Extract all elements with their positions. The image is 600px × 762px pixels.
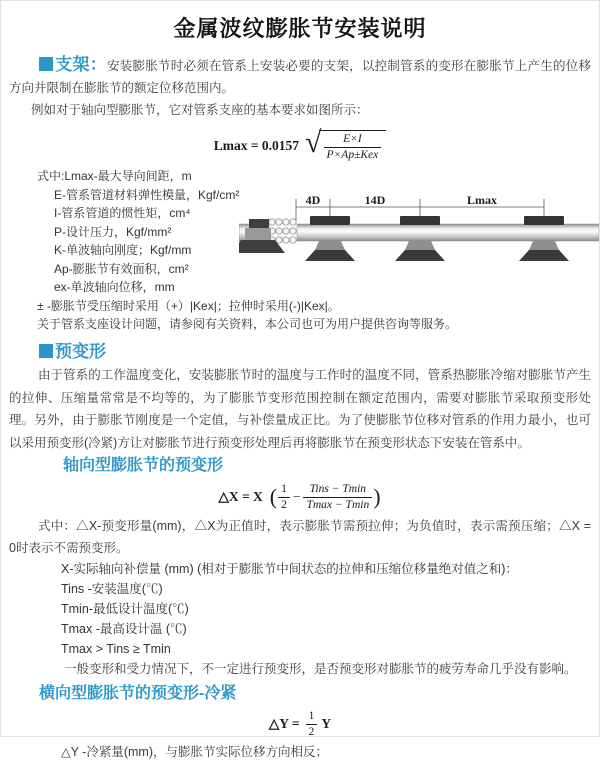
axial-note: 一般变形和受力情况下，不一定进行预变形，是否预变形对膨胀节的疲劳寿命几乎没有影响。	[64, 662, 577, 676]
pipe-support-diagram	[239, 193, 599, 278]
sqrt-icon: √	[305, 125, 322, 159]
lmax-formula	[1, 127, 599, 165]
definition-item: Ap-膨胀节有效面积，cm²	[54, 261, 189, 276]
axial-item: X-实际轴向补偿量 (mm) (相对于膨胀节中间状态的拉伸和压缩位移量绝对值之和)：	[61, 562, 518, 576]
axial-subheading: 轴向型膨胀节的预变形	[63, 457, 224, 474]
axial-formula	[1, 480, 599, 514]
lmax-formula-lhs: Lmax = 0.0157	[213, 138, 300, 153]
lateral-formula-rhs: Y	[321, 716, 332, 731]
dim-label-lmax: Lmax	[467, 193, 497, 207]
lateral-subheading: 横向型膨胀节的预变形-冷紧	[39, 685, 237, 702]
temp-denominator: Tmax − Tmin	[306, 498, 370, 511]
lateral-half-denominator: 2	[308, 725, 315, 738]
pipe-main	[297, 224, 599, 241]
axial-item: Tmax -最高设计温 (℃)	[61, 622, 187, 636]
half-denominator: 2	[281, 498, 287, 511]
definition-item: I-管系管道的惯性矩，cm⁴	[54, 206, 191, 220]
support-section-heading	[39, 55, 107, 74]
page-title: 金属波纹膨胀节安装说明	[173, 16, 427, 41]
half-numerator: 1	[278, 482, 290, 498]
section-marker-icon	[39, 57, 53, 71]
temp-numerator: Tins − Tmin	[303, 482, 372, 498]
definition-lead: 式中:Lmax-最大导向间距，m	[37, 169, 192, 183]
minus-operator: −	[292, 489, 301, 504]
support-example-paragraph: 例如对于轴向型膨胀节，它对管系支座的基本要求如图所示：	[31, 103, 369, 117]
definition-item: ex-单波轴向位移，mm	[54, 280, 175, 294]
support-intro-text: 安装膨胀节时必须在管系上安装必要的支架，以控制管系的变形在膨胀节上产生的位移方向并限制在膨胀节的额定位移范围内。	[9, 59, 591, 95]
consult-note: 关于管系支座设计问题，请参阅有关资料，本公司也可为用户提供咨询等服务。	[37, 317, 458, 331]
section-marker-icon	[39, 344, 53, 358]
support-intro-paragraph	[9, 54, 591, 99]
axial-where-paragraph: 式中：△X-预变形量(mm)，△X为正值时，表示膨胀节需预拉伸；为负值时，表示需预压缩；△X = 0时表示不需预变形。	[9, 519, 591, 555]
axial-formula-lhs: △X = X	[218, 489, 263, 504]
bellows-icon	[269, 219, 296, 243]
axial-item: Tmin-最低设计温度(℃)	[61, 602, 189, 616]
lateral-formula	[1, 709, 599, 739]
axial-item: Tmax > Tins ≥ Tmin	[61, 642, 171, 656]
lateral-half-numerator: 1	[306, 709, 318, 725]
radical-expression	[305, 125, 386, 163]
close-paren: )	[373, 484, 381, 509]
lmax-formula-denominator: P×Ap±Kex	[326, 148, 379, 161]
definition-item: P-设计压力，Kgf/mm²	[54, 224, 172, 239]
lateral-note: △Y -冷紧量(mm)，与膨胀节实际位移方向相反；	[61, 745, 329, 759]
support-heading-label: 支架：	[55, 55, 107, 74]
dim-label-14d: 14D	[364, 193, 386, 207]
definition-item: E-管系管道材料弹性模量，Kgf/cm²	[54, 187, 240, 202]
axial-item: Tins -安装温度(℃)	[61, 582, 163, 596]
definition-item: K-单波轴向刚度；Kgf/mm	[54, 243, 192, 257]
predeform-body-paragraph: 由于管系的工作温度变化，安装膨胀节时的温度与工作时的温度不同，管系热膨胀冷缩对膨胀节产生的拉伸、压缩量常常是不均等的，为了膨胀节变形范围控制在额定范围内，需要对膨胀节采取预变形处理。另外，由于膨胀节刚度是一个定值，与补偿量成正比。为了使膨胀节位移对管系的作用力最小，也可以采用预变形(冷紧)方让对膨胀节进行预变形处理后再将膨胀节在预变形状态下安装在管系中。	[9, 368, 591, 450]
lateral-formula-lhs: △Y =	[268, 716, 300, 731]
open-paren: (	[269, 484, 278, 509]
definitions-and-diagram	[1, 167, 599, 335]
definition-pm-note: ± -膨胀节受压缩时采用（+）|Kex|；拉伸时采用(-)|Kex|。	[37, 298, 340, 313]
dim-label-4d: 4D	[305, 193, 321, 207]
predeform-section-heading	[39, 341, 599, 363]
lmax-formula-numerator: E×I	[324, 132, 382, 148]
predeform-heading-label: 预变形	[55, 342, 106, 361]
